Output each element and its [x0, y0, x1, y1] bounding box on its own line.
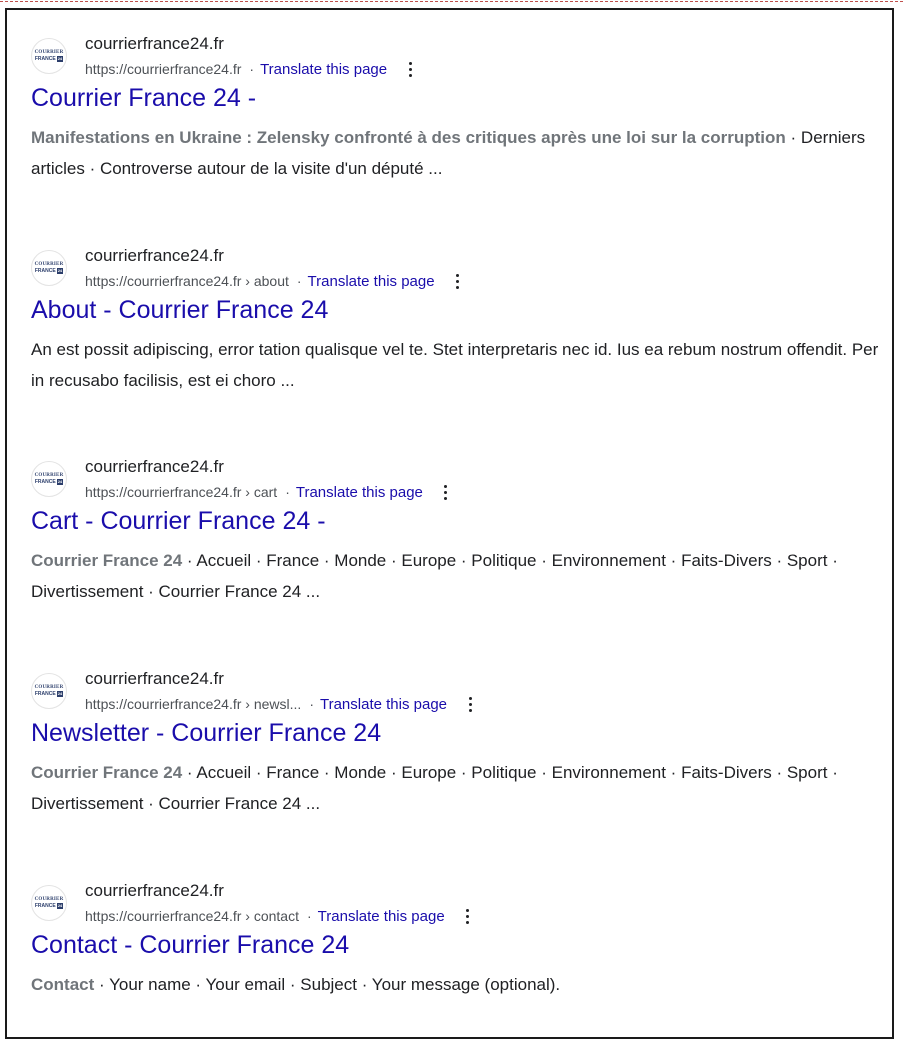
- result-snippet: [31, 545, 887, 607]
- search-results-panel: [5, 8, 894, 1039]
- snippet-highlight: Courrier France 24: [31, 763, 183, 782]
- snippet-text: · Accueil · France · Monde · Europe · Politique · Environnement · Faits-Divers · Sport · Divertissement · Courrier France 24 ...: [31, 763, 838, 813]
- more-vert-icon[interactable]: [463, 694, 477, 714]
- logo-badge: 24: [57, 479, 63, 484]
- snippet-highlight: Contact: [31, 975, 95, 994]
- logo-badge: 24: [57, 268, 63, 273]
- result-url: https://courrierfrance24.fr › cart: [85, 484, 278, 500]
- site-name: courrierfrance24.fr: [85, 881, 224, 900]
- snippet-highlight: Manifestations en Ukraine : Zelensky confronté à des critiques après une loi sur la corruption: [31, 128, 786, 147]
- search-result: [31, 32, 891, 184]
- logo-text-top: COURRIER: [34, 685, 64, 690]
- search-result: [31, 455, 891, 607]
- logo-text-top: COURRIER: [34, 473, 64, 478]
- translate-link[interactable]: Translate this page: [317, 907, 445, 925]
- result-title-link[interactable]: About - Courrier France 24: [31, 296, 329, 324]
- search-result: [31, 244, 891, 396]
- logo-text-bottom: FRANCE: [34, 903, 56, 909]
- result-snippet: [31, 757, 887, 819]
- result-site-header[interactable]: COURRIER FRANCE 24 courrierfrance24.fr https://courrierfrance24.fr › newsl... · Translate this page: [31, 667, 891, 713]
- logo-text-top: COURRIER: [34, 262, 64, 267]
- snippet-text: · Your name · Your email · Subject · Your message (optional).: [94, 975, 561, 994]
- logo-badge: 24: [57, 903, 63, 908]
- site-logo-icon: [31, 461, 67, 497]
- logo-badge: 24: [57, 691, 63, 696]
- site-logo-icon: [31, 250, 67, 286]
- result-snippet: [31, 334, 887, 396]
- site-logo-icon: [31, 673, 67, 709]
- result-url: https://courrierfrance24.fr › newsl...: [85, 696, 302, 712]
- result-site-header[interactable]: COURRIER FRANCE 24 courrierfrance24.fr https://courrierfrance24.fr · Translate this page: [31, 32, 891, 78]
- snippet-text: An est possit adipiscing, error tation qualisque vel te. Stet interpretaris nec id. Ius ea rebum nostrum offendit. Per in recusabo facilisis, est ei choro ...: [31, 340, 879, 390]
- logo-badge: 24: [57, 56, 63, 61]
- more-vert-icon[interactable]: [403, 59, 417, 79]
- logo-text-bottom: FRANCE: [34, 479, 56, 485]
- translate-link[interactable]: Translate this page: [260, 60, 388, 78]
- top-dashed-guide: [0, 1, 903, 2]
- site-logo-icon: [31, 885, 67, 921]
- snippet-text: · Accueil · France · Monde · Europe · Politique · Environnement · Faits-Divers · Sport · Divertissement · Courrier France 24 ...: [31, 551, 838, 601]
- search-result: [31, 667, 891, 819]
- logo-text-bottom: FRANCE: [34, 56, 56, 62]
- result-title-link[interactable]: Courrier France 24 -: [31, 84, 257, 112]
- result-url: https://courrierfrance24.fr › contact: [85, 908, 299, 924]
- result-snippet: [31, 969, 887, 1000]
- result-snippet: [31, 122, 887, 184]
- more-vert-icon[interactable]: [439, 482, 453, 502]
- translate-link[interactable]: Translate this page: [295, 483, 423, 501]
- translate-link[interactable]: Translate this page: [307, 272, 435, 290]
- more-vert-icon[interactable]: [461, 906, 475, 926]
- snippet-text: · Derniers articles · Controverse autour de la visite d'un député ...: [31, 128, 866, 178]
- search-result: [31, 879, 891, 1000]
- logo-text-top: COURRIER: [34, 897, 64, 902]
- logo-text-bottom: FRANCE: [34, 268, 56, 274]
- result-title-link[interactable]: Contact - Courrier France 24: [31, 931, 350, 959]
- translate-link[interactable]: Translate this page: [319, 695, 448, 713]
- more-vert-icon[interactable]: [451, 271, 465, 291]
- result-url: https://courrierfrance24.fr › about: [85, 273, 289, 289]
- site-name: courrierfrance24.fr: [85, 669, 224, 688]
- site-name: courrierfrance24.fr: [85, 34, 224, 53]
- result-title-link[interactable]: Cart - Courrier France 24 -: [31, 507, 326, 535]
- result-url: https://courrierfrance24.fr: [85, 61, 242, 77]
- site-name: courrierfrance24.fr: [85, 457, 224, 476]
- result-title-link[interactable]: Newsletter - Courrier France 24: [31, 719, 382, 747]
- site-logo-icon: [31, 38, 67, 74]
- site-name: courrierfrance24.fr: [85, 246, 224, 265]
- logo-text-top: COURRIER: [34, 50, 64, 55]
- result-site-header[interactable]: COURRIER FRANCE 24 courrierfrance24.fr https://courrierfrance24.fr › contact · Translate this page: [31, 879, 891, 925]
- snippet-highlight: Courrier France 24: [31, 551, 183, 570]
- logo-text-bottom: FRANCE: [34, 691, 56, 697]
- result-site-header[interactable]: COURRIER FRANCE 24 courrierfrance24.fr https://courrierfrance24.fr › about · Translate this page: [31, 244, 891, 290]
- result-site-header[interactable]: COURRIER FRANCE 24 courrierfrance24.fr https://courrierfrance24.fr › cart · Translate this page: [31, 455, 891, 501]
